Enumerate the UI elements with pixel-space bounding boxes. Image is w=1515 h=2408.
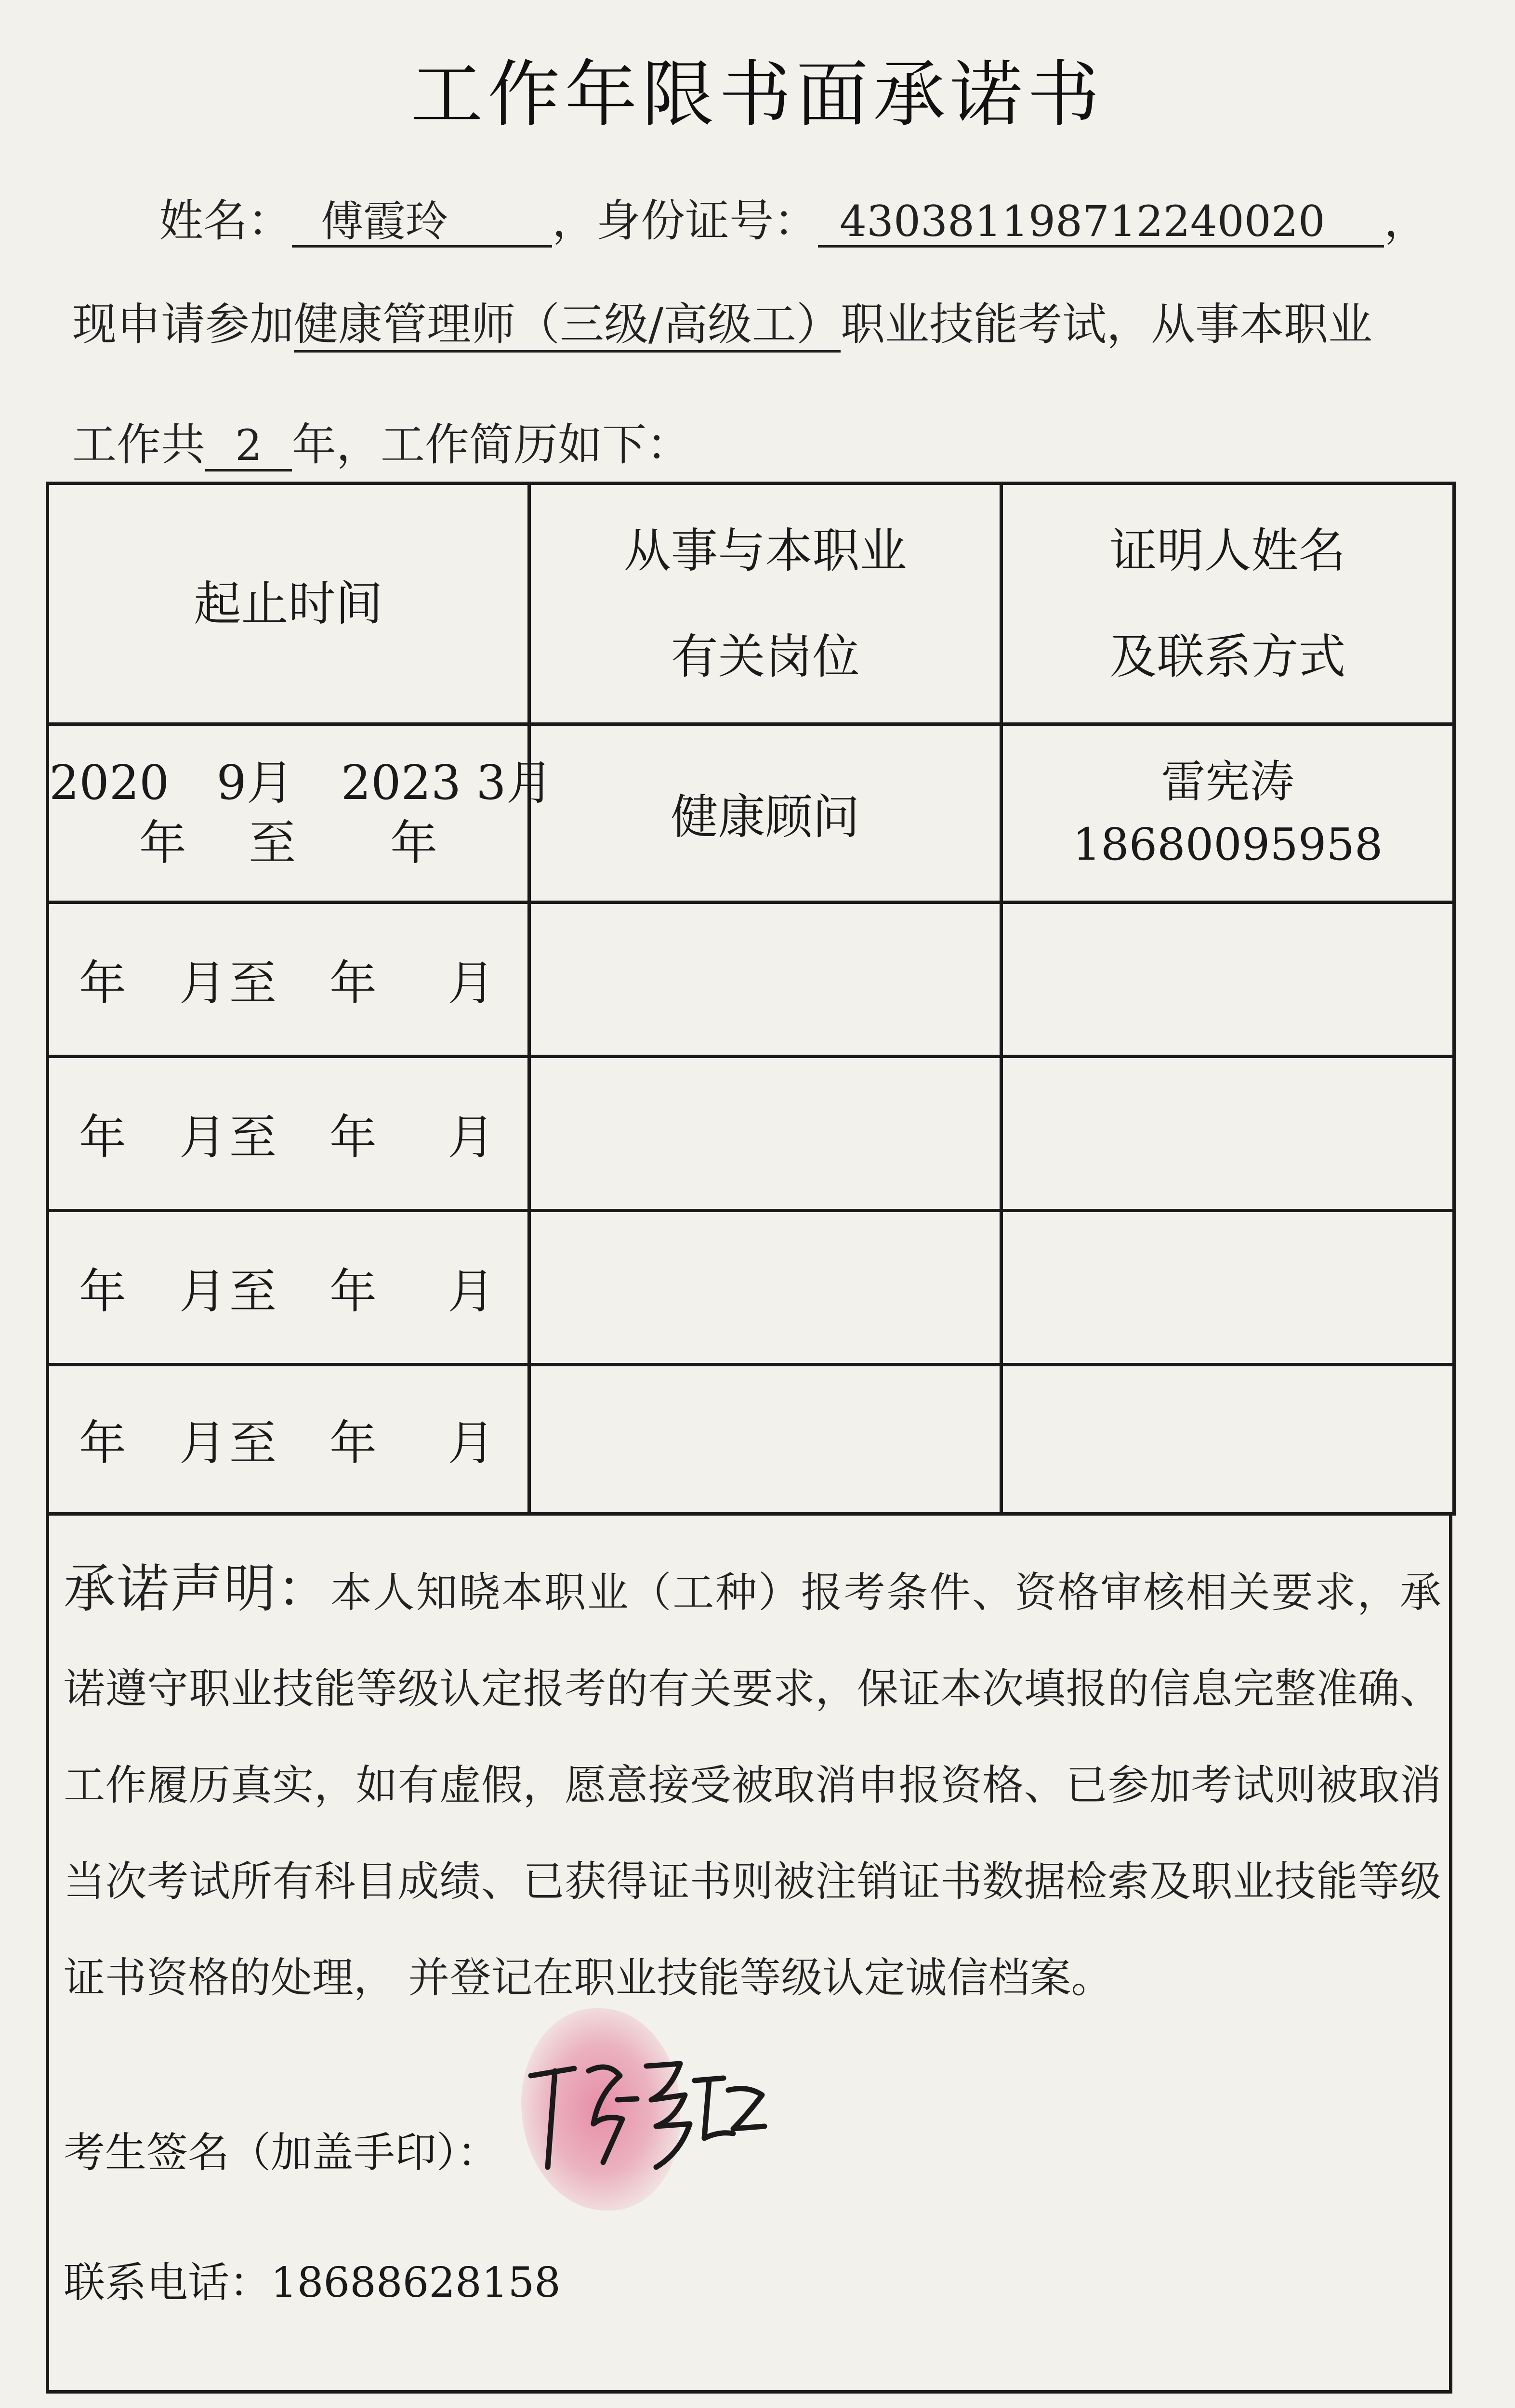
period-line2: 年 至 年 (139, 815, 438, 871)
contact-phone: 18688628158 (271, 2259, 561, 2307)
declaration-text (64, 1541, 1441, 2026)
witness-name: 雷宪涛 (1161, 756, 1294, 808)
header-position: 从事与本职业 有关岗位 (529, 484, 1001, 724)
applicant-line (159, 185, 1428, 249)
years-field: 2 (205, 422, 292, 471)
position-cell (529, 1365, 1001, 1514)
contact-line (64, 2249, 561, 2309)
years-suffix: 年，工作简历如下： (292, 419, 691, 471)
period-cell: 年 月至 年 月 (48, 1211, 529, 1365)
position-cell (529, 1211, 1001, 1365)
years-prefix: 工作共 (72, 419, 206, 471)
page-title: 工作年限书面承诺书 (410, 53, 1105, 137)
period-cell: 年 月至 年 月 (48, 1365, 529, 1514)
witness-phone: 18680095958 (1072, 818, 1383, 870)
table-row (48, 1057, 1454, 1211)
position-cell: 健康顾问 (529, 724, 1001, 903)
id-number-field: 430381198712240020 (818, 198, 1384, 248)
years-line (72, 409, 691, 473)
table-row (48, 1211, 1454, 1365)
table-row (48, 903, 1454, 1057)
signature-label: 考生签名（加盖手印）： (64, 2129, 499, 2177)
witness-cell (1001, 1057, 1454, 1211)
witness-cell (1001, 724, 1454, 903)
application-line (72, 289, 1372, 353)
period-cell: 年 月至 年 月 (48, 1057, 529, 1211)
position-cell (529, 903, 1001, 1057)
application-suffix: 职业技能考试，从事本职业 (841, 299, 1373, 350)
work-history-table (46, 482, 1456, 1516)
witness-cell (1001, 903, 1454, 1057)
table-row (48, 724, 1454, 903)
witness-cell (1001, 1211, 1454, 1365)
position-cell (529, 1057, 1001, 1211)
table-header-row (48, 484, 1454, 724)
contact-label: 联系电话： (64, 2259, 271, 2307)
name-label: 姓名： (159, 195, 292, 247)
period-cell: 年 月至 年 月 (48, 903, 529, 1057)
period-line1: 2020 9月 2023 3月 (49, 755, 553, 811)
exam-name: 健康管理师（三级/高级工） (294, 299, 841, 353)
handwritten-signature (521, 2042, 772, 2186)
header-witness: 证明人姓名 及联系方式 (1001, 484, 1454, 724)
table-row (48, 1365, 1454, 1514)
signature-line (64, 2119, 499, 2179)
header-period: 起止时间 (48, 484, 529, 724)
period-cell (48, 724, 553, 903)
id-label: ，身份证号： (552, 195, 818, 247)
declaration-label: 承诺声明： (64, 1559, 330, 1619)
declaration-box (46, 1512, 1452, 2394)
name-field: 傅霞玲 (292, 198, 552, 248)
witness-cell (1001, 1365, 1454, 1514)
application-prefix: 现申请参加 (72, 299, 294, 350)
declaration-body: 本人知晓本职业（工种）报考条件、资格审核相关要求，承诺遵守职业技能等级认定报考的有关要求，保证本次填报的信息完整准确、工作履历真实，如有虚假，愿意接受被取消申报资格、已参加考试则被取消当次考试所有科目成绩、已获得证书则被注销证书数据检索及职业技能等级证书资格的处理， 并登记在职业技能等级认定诚信档案。 (64, 1569, 1441, 2002)
id-end: ， (1384, 195, 1429, 247)
